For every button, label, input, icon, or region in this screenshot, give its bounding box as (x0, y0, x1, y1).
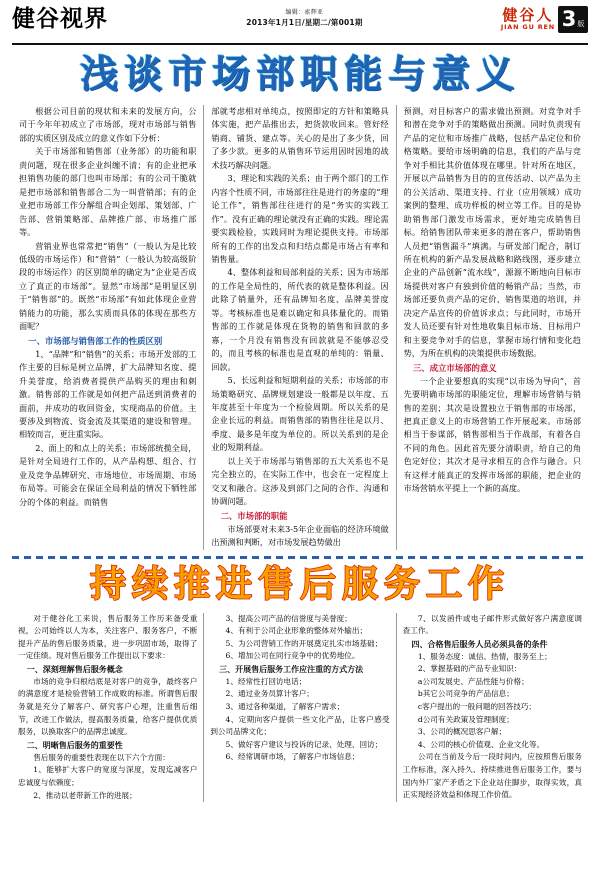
article-subheading: 三、成立市场部的意义 (412, 362, 497, 373)
article-paragraph: 6、经常调研市场，了解客户市场信息； (225, 752, 360, 762)
article-paragraph: 1、“品牌”和“销售”的关系；市场开发部的工作主要的目标是树立品牌，扩大品牌知名度、提升美誉度，给消费者提供产品购买的理由和刺激。销售部的工作就是如何把产品送到消费者的面前，并成功的收回资金，实现商品的价值。主要涉及到物流、资金流及其渠道的建设和管理。相较而言，更注重实际。 (19, 348, 197, 440)
article-paragraph: 1、服务态度：诚信、热情，服务至上； (417, 651, 552, 661)
article-paragraph: 市场部要对未来3-5年企业面临的经济环境做出预测和判断，对市场发展趋势做出 (211, 523, 389, 548)
article2-column-2 (203, 613, 395, 803)
article2 (12, 561, 588, 803)
article-paragraph: 5、长远利益和短期利益的关系；市场部的市场策略研究、品牌规划建设一般都是以年度、五年度甚至十年度为一个检验周期。所以关系的是企业长远的利益。而销售部的销售往往是以月、季度、最多是年度为单位的。所以关系到的是企业的短期利益。 (211, 375, 389, 453)
article2-column-3 (396, 613, 588, 803)
article-paragraph: 6、增加公司在同行竞争中的优势地位。 (225, 651, 360, 661)
article-paragraph: 一个企业要想真的实现“以市场为导向”，首先要明确市场部的职能定位，理解市场营销与销售的差别；其次是设置独立于销售部的市场部，把真正意义上的市场营销工作开展起来。市场部相当于参谋部，销售部相当于作战部，有着各自不同的角色。因此首先要分清职责，给自己的角色定好位；其次才是寻求相互的合作与融合。只有这样才能真正的发挥市场部的职能，把企业的市场营销水平提上一个新的高度。 (403, 375, 581, 494)
article-paragraph: 3、公司的概况思客户解； (417, 727, 507, 737)
article-paragraph: 7、以发函件或电子邮件形式做好客户满意度调查工作。 (402, 613, 582, 636)
article-paragraph: 1、能够扩大客户的宽度与深度，发现迄减客户忠诚度与依赖度； (18, 765, 198, 788)
brand-logo (501, 8, 555, 31)
article-paragraph: 4、公司的核心价值观、企业文化等。 (417, 739, 545, 749)
article1-headline: 浅谈市场部职能与意义 (79, 52, 520, 96)
article-paragraph: 4、定期向客户提供一些文化产品，让客户感受到公司品牌文化； (210, 714, 390, 737)
article-paragraph: 4、整体利益和局部利益的关系；因为市场部的工作是全局性的，所代表的就是整体利益。因此除了销量外，还有品牌知名度、品牌美誉度等。考核标准也是难以确定和具体量化的。而销售部的工作就是体现在货物的销售和回款的多寡，一个月没有销售没有回款就是不能够忍受的，而且考核的标准也是直观的单纯的：销量、回款。 (211, 267, 389, 372)
masthead-rule (12, 43, 588, 45)
article-paragraph: 售后服务的重要性表现在以下六个方面： (33, 752, 170, 762)
article-paragraph: 部就考虑相对单纯点，按照即定的方针和策略具体实施，把产品推出去，把货款收回来。管好经销商、铺货、建点等。关心的是出了多少货，回了多少款。更多的从销售环节运用因时因地的战术技巧解决问题。 (211, 106, 389, 170)
article-paragraph: d公司有关政策及管理制度； (417, 714, 514, 724)
article-paragraph: 营销业界也常常把“销售”（一般认为是比较低级的市场运作）和“营销”（一般认为较高级阶段的市场运作）的区别简单的确定为“企业是否成立了真正的市场部”。显然“市场部”是明显区别于“销售部”的。既然“市场部”有如此体现企业营销能力的功能，那么实质而具体的体现在那些方面呢？ (19, 240, 197, 332)
article-paragraph: 2、通过业务员算计客户； (225, 689, 314, 699)
article2-column-1 (12, 613, 203, 803)
article-subheading: 二、明晰售后服务的重要性 (26, 740, 123, 750)
article1-column-3 (396, 105, 588, 550)
article-paragraph: c客户提出的一般问题的回答技巧； (417, 702, 537, 712)
article1-column-1 (12, 105, 203, 550)
article-subheading: 四、合格售后服务人员必须具备的条件 (411, 639, 548, 649)
article-paragraph: b其它公司竞争的产品信息； (417, 689, 514, 699)
article-paragraph: 5、做好客户建议与投诉的记录、处理、回访； (225, 739, 383, 749)
article-paragraph: 5、为公司营销工作的开展奠定扎实市场基础； (225, 638, 383, 648)
article2-columns (12, 613, 588, 803)
article-paragraph: 预测，对目标客户的需求做出预测。对竞争对手和潜在竞争对手的策略做出预测。同时负责现有产品的定位和市场推广战略，包括产品定位和价格策略。要给市场明确的信息，我们的产品与竞争对手相比其价值体现在哪里。针对所在地区，开展以产品销售为目的的宣传活动、以产品为主的公关活动、渠道支持、行业（应用领域）成功案例的整理、成功样板的树立等工作。目的是协助销售部门激发市场需求，更好地完成销售目标。给销售团队带来更多的潜在客户，帮助销售人员把“销售漏斗”填满。与研发部门配合，制订所在机构的新产品发展战略和路线图，逐步建立企业的产品创新“流水线”，源源不断地向目标市场提供对客户有独到价值的畅销产品；当然，市场部还要负责产品的定价、销售渠道的培训，并决定产品宣传的价值诉求点；与此同时，市场开发人员还要有针对性地收集目标市场、目标用户和主要竞争对手的信息，掌握市场行情和变化趋势，为所在机构的决策提供市场数据。 (403, 106, 581, 359)
page-number: 3 (561, 7, 577, 31)
masthead-right (501, 4, 588, 33)
article-paragraph: 3、理论和实践的关系；由于两个部门的工作内容个性质不同，市场部往往是进行的务虚的“理论工作”，销售部往往进行的是“务实的实践工作”。没有正确的理论就没有正确的实践。理论需要实践检验，实践同时为理论提供支持。市场部所有的工作的出发点和归结点都是市场占有率和销售量。 (211, 173, 389, 264)
article-paragraph: 市场的竞争归根结底是对客户的竞争，最终客户的满意度才是检验营销工作成败的标准。所谓售后服务就是充分了解客户、研究客户心理，注重售后细节，改进工作做法，提高服务质量，给客户提供优质服务，以换取客户的品牌忠诚度。 (18, 676, 198, 737)
article2-headline: 持续推进售后服务工作 (89, 563, 510, 605)
masthead-left (12, 4, 108, 34)
brand-name-cn: 健谷人 (502, 6, 554, 25)
article-paragraph: 关于市场部和销售部（业务部）的功能和职责问题，现在很多企业纠缠不清；有的企业把承担销售功能的部门也叫市场部；有的公司干脆就是把市场部和销售部合二为一叫营销部；有的企业把市场部工作分解组合叫企划部、策划部、广告部、营销策略部、品牌推广部、市场推广部等。 (19, 146, 197, 238)
page-number-unit: 版 (577, 20, 585, 28)
masthead-center (108, 4, 501, 28)
page-number-badge (558, 6, 588, 33)
article-subheading: 一、市场部与销售部工作的性质区别 (28, 335, 163, 346)
article-paragraph: 以上关于市场部与销售部的五大关系也不是完全独立的，在实际工作中，也会在一定程度上交叉和融合。这涉及到部门之间的合作、沟通和协调问题。 (211, 455, 389, 507)
article1-column-2 (203, 105, 395, 550)
article-paragraph: 2、掌握基础的产品专业知识： (417, 664, 522, 674)
article-paragraph: 公司在当前及今后一段时间内，应按照售后服务工作标准，深入持久、持续推进售后服务工作，要与国内外厂家产矛盾之下企业站住脚步，取得实效，真正实现经济效益和体现工作价值。 (402, 752, 582, 800)
editor-line: 编辑：索辉亚 (285, 9, 324, 16)
article-subheading: 一、深刻理解售后服务概念 (26, 664, 123, 674)
publication-title: 健谷视界 (12, 6, 108, 32)
article-paragraph: 3、提高公司产品的信誉度与美誉度； (225, 613, 352, 623)
article-subheading: 三、开展售后服务工作应注重的方式方法 (219, 664, 364, 674)
article-paragraph: 2、面上的和点上的关系；市场部统揽全局，是针对全局进行工作的，从产品构想、组合、行业及竞争品牌研究、市场地位、市场周期、市场布局等。可能会在保证全局利益的情况下牺牲部分的个体的利益。而销售 (19, 442, 197, 507)
article-paragraph: 对于健谷化工来说，售后服务工作历来备受重视，公司始终以人为本，关注客户、服务客户，不断提升产品的售后服务质量，进一步巩固市场，取得了一定佳绩。现对售后服务工作提出以下要求： (18, 613, 198, 661)
issue-date-line: 2013年1月1日/星期二/第001期 (246, 18, 363, 27)
masthead (12, 0, 588, 42)
article-paragraph: 4、有利于公司企业形象的整体对外输出； (225, 626, 368, 636)
article-paragraph: 3、通过各种渠道，了解客户需求； (225, 702, 345, 712)
article-paragraph: a公司发展史、产品性能与价格； (417, 676, 529, 686)
article-subheading: 二、市场部的职能 (220, 510, 288, 521)
section-separator-dashed (12, 556, 588, 559)
article-paragraph: 根据公司目前的现状和未来的发展方向，公司于今年年初成立了市场部，现对市场部与销售部的实质区别及成立的意义作如下分析： (19, 106, 197, 143)
brand-name-en: JIAN GU REN (500, 23, 555, 32)
article-paragraph: 1、经常性打回访电话； (225, 676, 307, 686)
article1-columns (12, 105, 588, 550)
article-paragraph: 2、推动以老带新工作的进展； (33, 790, 137, 800)
